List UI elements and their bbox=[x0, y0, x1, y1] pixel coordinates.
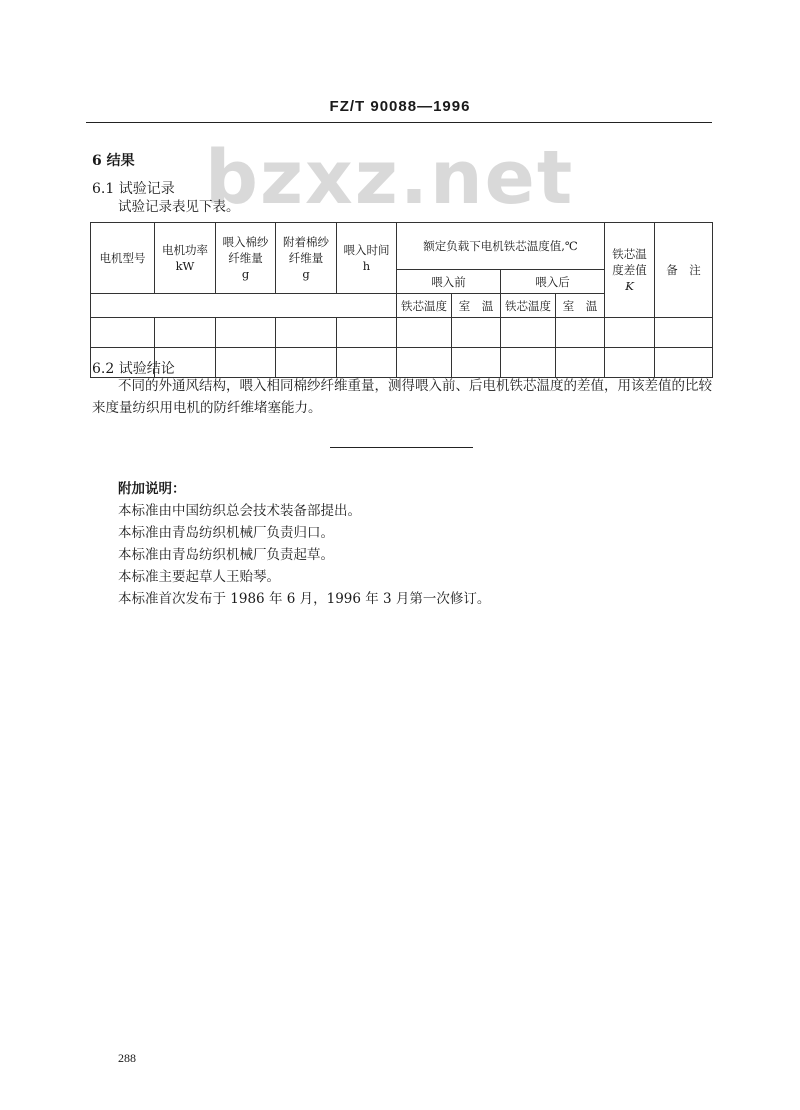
th-core-temp-before: 铁芯温度 bbox=[397, 294, 452, 318]
th-before-feed: 喂入前 bbox=[397, 270, 501, 294]
appendix-line: 本标准由中国纺织总会技术装备部提出。 bbox=[118, 503, 361, 519]
page-number: 288 bbox=[118, 1051, 136, 1065]
table-row bbox=[91, 318, 713, 348]
standard-code-header: FZ/T 90088—1996 bbox=[329, 98, 471, 115]
th-remarks: 备 注 bbox=[655, 223, 713, 318]
th-temp-diff: 铁芯温 度差值 K bbox=[605, 223, 655, 318]
th-room-temp-after: 室 温 bbox=[556, 294, 605, 318]
appendix-line: 本标准由青岛纺织机械厂负责起草。 bbox=[118, 547, 334, 563]
th-room-temp-before: 室 温 bbox=[452, 294, 501, 318]
th-core-temp-after: 铁芯温度 bbox=[501, 294, 556, 318]
section-6-1-text: 试验记录表见下表。 bbox=[118, 199, 240, 215]
th-attached-fiber-weight: 附着棉纱 纤维量 g bbox=[276, 223, 337, 294]
th-motor-model: 电机型号 bbox=[91, 223, 155, 294]
section-6-2-text-line2: 来度量纺织用电机的防纤维堵塞能力。 bbox=[92, 400, 322, 416]
appendix-line: 本标准由青岛纺织机械厂负责归口。 bbox=[118, 525, 334, 541]
th-left-spacer bbox=[91, 294, 397, 318]
appendix-title: 附加说明： bbox=[118, 481, 186, 497]
appendix-line: 本标准主要起草人王贻琴。 bbox=[118, 569, 280, 585]
watermark: bzxz.net bbox=[205, 135, 575, 221]
section-6-1-title: 6.1 试验记录 bbox=[92, 181, 175, 197]
section-6-title: 6 结果 bbox=[92, 153, 135, 169]
test-record-table bbox=[90, 222, 713, 378]
section-6-2-title: 6.2 试验结论 bbox=[92, 361, 175, 377]
th-after-feed: 喂入后 bbox=[501, 270, 605, 294]
th-core-temp-group: 额定负载下电机铁芯温度值,℃ bbox=[397, 223, 605, 270]
th-feed-time: 喂入时间 h bbox=[337, 223, 397, 294]
appendix-line: 本标准首次发布于 1986 年 6 月，1996 年 3 月第一次修订。 bbox=[118, 591, 491, 607]
section-end-rule bbox=[330, 447, 473, 448]
table-row bbox=[91, 348, 713, 378]
th-motor-power: 电机功率 kW bbox=[155, 223, 216, 294]
header-rule bbox=[86, 122, 712, 123]
section-6-2-text-line1: 不同的外通风结构，喂入相同棉纱纤维重量，测得喂入前、后电机铁芯温度的差值，用该差值的比较 bbox=[118, 378, 712, 394]
th-fed-fiber-weight: 喂入棉纱 纤维量 g bbox=[216, 223, 276, 294]
